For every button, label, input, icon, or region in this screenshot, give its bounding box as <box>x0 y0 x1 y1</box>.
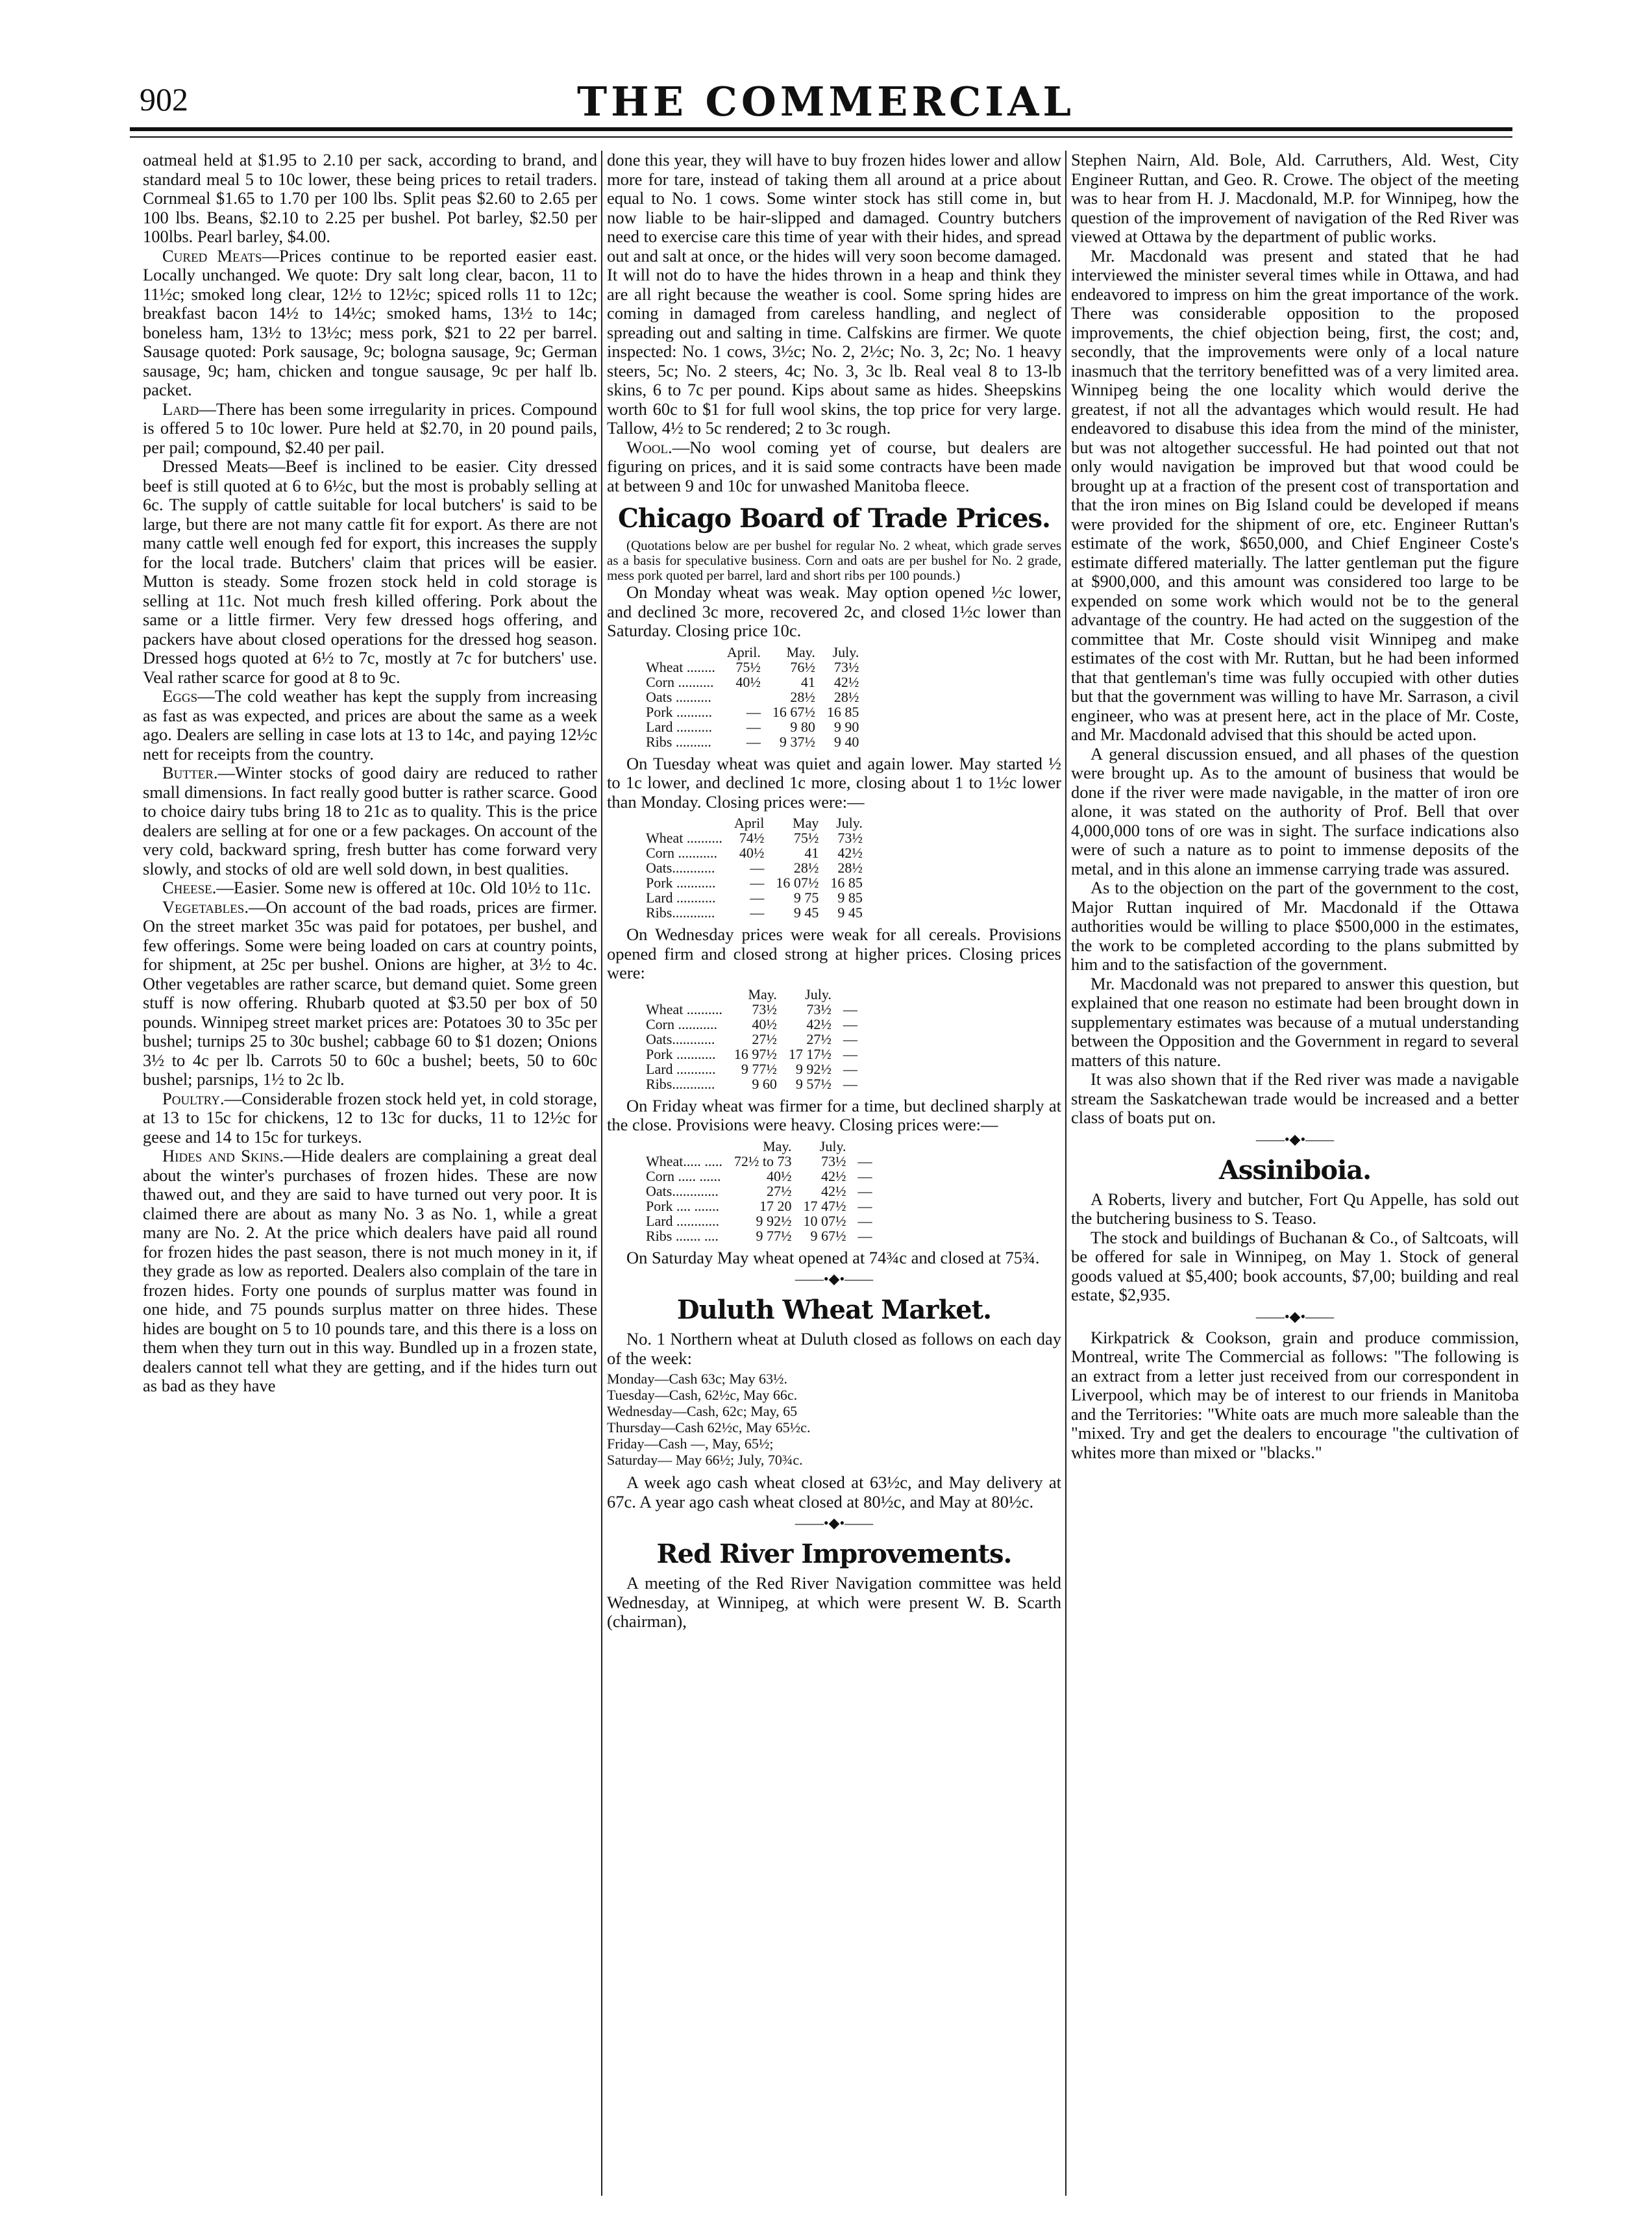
header-rule-thin <box>130 136 1512 138</box>
table-row <box>646 1199 884 1213</box>
table-header-row <box>646 645 870 660</box>
quotation-note: (Quotations below are per bushel for regular No. 2 wheat, which grade serves as a basis for speculative business. Corn and oats are per bushel for No. 2 grade, mess pork quoted per barrel, lard and short ribs per 100 pounds.) <box>607 538 1061 583</box>
table-cell: — <box>750 904 765 921</box>
table-cell: 17 17½ <box>788 1045 832 1062</box>
section-lead: Vegetables. <box>162 897 249 917</box>
table-cell: 9 45 <box>793 904 819 921</box>
table-cell <box>727 690 772 704</box>
table-cell: 42½ <box>833 673 859 690</box>
paragraph: On Wednesday prices were weak for all cereals. Provisions opened firm and closed strong at higher prices. Closing prices were: <box>607 925 1061 982</box>
table-header-cell <box>843 987 869 1002</box>
table-cell: Lard ........... <box>646 889 716 906</box>
paragraph: A general discussion ensued, and all phases of the question were brought up. As to the amount of business that would be done if the river were made navigable, in the matter of iron ore alone, it was stated on the authority of Prof. Bell that over 4,000,000 tons of ore was in sight. The surface indications also were of such a nature as to point to immense deposits of the metal, and in this alone an immense carrying trade was assured. <box>1071 743 1519 878</box>
table-cell: 9 37½ <box>779 733 815 750</box>
paragraph-text: —Hide dealers are complaining a great deal about the winter's purchases of frozen hides. These are now thawed out, and they are said to have turned out very poor. It is claimed there are about as many No. 3 as No. 1, while a great many are No. 2. At the price which dealers have paid all round for frozen hides the past season, there is not much money in it, if they grade as low as reported. Dealers also complain of the tare in frozen hides. Forty one pounds of surplus matter was found in one hide, and 75 pounds surplus matter on three hides. These hides are bought on 5 to 10 pounds tare, and this there is a loss on them when they turn out in this way. Bundled up in a frozen state, dealers cannot tell what they are getting, and if the hides turn out as bad as they have <box>143 1146 597 1395</box>
section-lead: Lard <box>162 399 199 419</box>
table-cell: 40½ <box>752 1015 777 1032</box>
daily-quotes <box>607 1371 1061 1468</box>
table-cell: 41 <box>804 845 819 861</box>
paragraph: It was also shown that if the Red river was made a navigable stream the Saskatchewan trade would be increased and a better class of boats put on. <box>1071 1069 1519 1127</box>
table-cell: 75½ <box>735 658 761 675</box>
table-cell: 73½ <box>833 658 859 675</box>
table-header-cell: May. <box>786 643 815 660</box>
paragraph: oatmeal held at $1.95 to 2.10 per sack, according to brand, and standard meal 5 to 10c lower, these being prices to retail traders. Cornmeal $1.65 to 1.70 per 100 lbs. Split peas $2.60 to 2.65 per 100 lbs. Beans, $2.10 to 2.25 per bushel. Pot barley, $2.50 per 100lbs. Pearl barley, $4.00. <box>143 151 597 246</box>
table-row <box>646 905 874 920</box>
table-header-cell <box>646 987 734 1002</box>
table-cell: Wheat .......... <box>646 1001 722 1017</box>
table-row <box>646 1184 884 1199</box>
paragraph-text: —Winter stocks of good dairy are reduced to rather small dimensions. In fact really good butter is rather scarce. Good to choice dairy tubs bring 18 to 21c as to quality. This is the price dealers are selling at for one or a few packages. On account of the very cold, backward spring, fresh butter has come forward very slowly, and stocks of old are well sold down, in best qualities. <box>143 763 597 878</box>
table-cell: 41 <box>800 673 815 690</box>
ornament-divider: ——•◆•—— <box>795 1271 874 1287</box>
table-cell: Ribs ....... .... <box>646 1227 719 1244</box>
table-cell: Lard ........... <box>646 1060 716 1077</box>
daily-quote: Saturday— May 66½; July, 70¾c. <box>607 1452 803 1468</box>
table-cell: 9 77½ <box>741 1060 777 1077</box>
paragraph: On Friday wheat was firmer for a time, but declined sharply at the close. Provisions were heavy. Closing prices were:— <box>607 1095 1061 1134</box>
table-cell: 28½ <box>790 688 815 705</box>
paragraph-text: —No wool coming yet of course, but dealers are figuring on prices, and it is said some contracts have been made at between 9 and 10c for unwashed Manitoba fleece. <box>607 437 1061 495</box>
table-header-cell: May. <box>763 1137 792 1154</box>
section-lead: Poultry. <box>162 1088 225 1108</box>
table-header-cell: July. <box>836 815 863 831</box>
table-cell: 42½ <box>821 1182 846 1199</box>
paragraph <box>143 247 597 400</box>
table-cell: 9 92½ <box>795 1060 832 1077</box>
table-row <box>646 830 874 845</box>
table-cell: — <box>857 1227 872 1244</box>
price-table <box>646 645 870 749</box>
table-cell: 9 57½ <box>795 1075 832 1092</box>
table-cell: — <box>750 875 765 891</box>
section-lead: Hides and Skins. <box>162 1146 284 1165</box>
table-cell: — <box>843 1060 857 1077</box>
paragraph: The stock and buildings of Buchanan & Co., of Saltcoats, will be offered for sale in Winnipeg, on May 1. Stock of general goods valued at $5,400; book accounts, $7,00; building and real estate, $2,935. <box>1071 1227 1519 1304</box>
paragraph: Mr. Macdonald was present and stated that he had interviewed the minister several times while in Ottawa, and had endeavored to impress on him the great importance of the work. There was considerable opposition to the proposed improvements, the chief objection being, first, the cost; and, secondly, that the improvements were only of a local nature inasmuch that the territory benefitted was of a very limited area. Winnipeg being the one locality which would derive the greatest, if not all the advantages which would result. He had endeavored to disabuse this idea from the mind of the minister, but was not altogether successful. He had pointed out that not only would navigation be improved but that wood could be brought up at a fraction of the present cost of transportation and that the iron mines on Big Island could be developed if means were provided for the shipment of ore, etc. Engineer Ruttan's estimate of the work, $650,000, and Chief Engineer Coste's estimate differed materially. The latter gentleman put the figure at $900,000, and this amount was considered too large to be expended on some work which would not be to the general advantage of the country. He had acted on the suggestion of the committee that Mr. Coste should visit Winnipeg and make estimates of the cost with Mr. Ruttan, but he had been informed that that gentleman's time was fully occupied with other duties but that the government was willing to have Mr. Sarrason, a civil engineer, who was at present here, act in the place of Mr. Coste, and Mr. Macdonald advised that this should be acted upon. <box>1071 245 1519 744</box>
table-header-row <box>646 987 869 1002</box>
table-cell: Wheat .......... <box>646 830 722 846</box>
table-cell: 42½ <box>821 1167 846 1184</box>
table-header-cell <box>858 1139 884 1154</box>
page-header <box>140 78 1512 130</box>
table-cell: Oats............. <box>646 1182 719 1199</box>
table-header-row <box>646 815 874 830</box>
table-row <box>646 890 874 905</box>
paragraph: A Roberts, livery and butcher, Fort Qu Appelle, has sold out the butchering business to S. Teaso. <box>1071 1189 1519 1228</box>
table-cell: 27½ <box>767 1182 792 1199</box>
table-cell: Corn .......... <box>646 673 714 690</box>
table-row <box>646 1076 869 1091</box>
table-cell: Wheat..... ..... <box>646 1152 722 1169</box>
table-cell: — <box>750 889 765 906</box>
section-heading-assiniboia: Assiniboia. <box>1218 1154 1372 1186</box>
table-cell: 9 45 <box>837 904 863 921</box>
section-lead: Cured Meats <box>162 245 262 266</box>
table-cell: 16 97½ <box>734 1045 777 1062</box>
table-cell: — <box>843 1030 857 1047</box>
paragraph <box>143 878 597 898</box>
table-cell: Ribs .......... <box>646 733 711 750</box>
table-cell: Lard ............ <box>646 1212 720 1229</box>
column-rule <box>601 151 602 2196</box>
table-row <box>646 1062 869 1076</box>
table-cell: — <box>843 1045 857 1062</box>
table-cell: 16 85 <box>826 703 859 720</box>
table-cell: Corn ........... <box>646 1015 717 1032</box>
paragraph: No. 1 Northern wheat at Duluth closed as follows on each day of the week: <box>607 1329 1061 1368</box>
paragraph <box>143 898 597 1089</box>
table-cell: — <box>857 1167 872 1184</box>
section-lead: Wool. <box>626 437 672 457</box>
paragraph: Mr. Macdonald was not prepared to answer this question, but explained that one reason no estimate had been brought down in supplementary estimates was because of a mutual understanding between the Opposition and the Government in regard to several matters of this nature. <box>1071 973 1519 1070</box>
table-header-cell: May. <box>748 986 777 1002</box>
table-row <box>646 704 870 719</box>
paragraph <box>143 1089 597 1147</box>
table-cell: — <box>746 703 761 720</box>
table-cell: 28½ <box>793 860 819 876</box>
table-row <box>646 660 870 675</box>
table-cell: 9 40 <box>833 733 859 750</box>
table-cell: 9 77½ <box>756 1227 792 1244</box>
paragraph: A meeting of the Red River Navigation committee was held Wednesday, at Winnipeg, at which were present W. B. Scarth (chairman), <box>607 1573 1061 1631</box>
table-cell: — <box>746 733 761 750</box>
table-cell: — <box>857 1212 872 1229</box>
table-cell: — <box>843 1075 857 1092</box>
table-header-cell: April <box>734 815 765 831</box>
table-cell: 16 67½ <box>772 703 815 720</box>
table-cell: 73½ <box>837 830 863 846</box>
section-lead: Eggs <box>162 686 198 706</box>
table-row <box>646 1213 884 1228</box>
table-cell: — <box>857 1197 872 1214</box>
table-row <box>646 719 870 734</box>
table-header-cell <box>646 645 727 660</box>
daily-quote: Thursday—Cash 62½c, May 65½c. <box>607 1419 811 1436</box>
table-cell: 9 92½ <box>756 1212 792 1229</box>
paragraph: Stephen Nairn, Ald. Bole, Ald. Carruthers, Ald. West, City Engineer Ruttan, and Geo. R. Crowe. The object of the meeting was to hear from H. J. Macdonald, M.P. for Winnipeg, how the question of the improvement of navigation of the Red River was viewed at Ottawa by the department of public works. <box>1071 151 1519 246</box>
table-header-cell: April. <box>726 643 761 660</box>
table-cell: 16 85 <box>830 875 863 891</box>
table-cell: 40½ <box>739 845 765 861</box>
table-cell: — <box>843 1015 857 1032</box>
daily-quote: Wednesday—Cash, 62c; May, 65 <box>607 1403 798 1419</box>
page-number: 902 <box>140 81 188 118</box>
table-cell: Pork .......... <box>646 703 713 720</box>
paragraph: Kirkpatrick & Cookson, grain and produce commission, Montreal, write The Commercial as follows: "The following is an extract from a letter just received from our correspondent in Liverpool, which may be of interest to our friends in Manitoba and the Territories: "White oats are much more saleable than the "mixed. Try and get the dealers to encourage "the cultivation of whites more than mixed or "blacks." <box>1071 1327 1519 1462</box>
daily-quote: Tuesday—Cash, 62½c, May 66c. <box>607 1387 798 1403</box>
table-cell: Pork ........... <box>646 1045 716 1062</box>
price-table <box>646 815 874 920</box>
table-header-row <box>646 1139 884 1154</box>
section-heading-chicago: Chicago Board of Trade Prices. <box>618 503 1050 534</box>
table-cell: 27½ <box>806 1030 832 1047</box>
table-cell: — <box>857 1182 872 1199</box>
ornament-divider: ——•◆•—— <box>795 1515 874 1531</box>
table-cell: 27½ <box>752 1030 777 1047</box>
section-heading-duluth: Duluth Wheat Market. <box>676 1295 992 1325</box>
table-row <box>646 1228 884 1243</box>
paragraph-text: —Easier. Some new is offered at 10c. Old 10½ to 11c. <box>216 878 591 897</box>
paragraph: On Tuesday wheat was quiet and again lower. May started ½ to 1c lower, and declined 1c more, closing about 1 to 1½c lower than Monday. Closing prices were:— <box>607 753 1061 812</box>
table-cell: Oats............ <box>646 1030 715 1047</box>
paragraph <box>143 764 597 878</box>
table-cell: Ribs............ <box>646 1075 715 1092</box>
table-row <box>646 690 870 704</box>
paragraph: Dressed Meats—Beef is inclined to be easier. City dressed beef is still quoted at 6 to 6½c, but the most is probably selling at 6c. The supply of cattle suitable for local butchers' is said to be large, but there are not many cattle fit for export. As there are not many cattle well enough fed for export, this increases the supply for the local trade. Butchers' claim that prices will be easier. Mutton is steady. Some frozen stock held in cold storage is selling at 11c. Not much fresh killed offering. Pork about the same or a little firmer. Very few dressed hogs offering, and packers have about closed operations for the dressed hog season. Dressed hogs quoted at 6½ to 7c, mostly at 7c for butchers' use. Veal rather scarce for good at 8 to 9c. <box>143 456 597 687</box>
header-rule <box>130 127 1512 131</box>
table-row <box>646 875 874 890</box>
table-cell: 9 75 <box>793 889 819 906</box>
table-row <box>646 1154 884 1169</box>
table-cell: 28½ <box>837 860 863 876</box>
paragraph: On Monday wheat was weak. May option opened ½c lower, and declined 3c more, recovered 2c, and closed 1½c lower than Saturday. Closing price 10c. <box>607 582 1061 640</box>
paragraph-text: —The cold weather has kept the supply from increasing as fast as was expected, and prices are about the same as a week ago. Dealers are selling in case lots at 13 to 14c, and paying 12½c nett for receipts from the country. <box>143 686 597 764</box>
daily-quote: Friday—Cash —, May, 65½; <box>607 1436 774 1452</box>
price-table <box>646 987 869 1091</box>
paragraph-text: —On account of the bad roads, prices are firmer. On the street market 35c was paid for potatoes, per bushel, and few offerings. Some were being loaded on cars at country points, for shipment, at 25c per bushel. Onions are higher, at 3½ to 4c. Other vegetables are rather scarce, but demand quiet. Some green stuff is now offering. Rhubarb quoted at $3.50 per box of 50 pounds. Winnipeg street market prices are: Potatoes 30 to 35c per bushel; turnips 25 to 30c bushel; cabbage 60 to $1 dozen; Onions 3½ to 4c per lb. Carrots 50 to 60c a bushel; beets, 50 to 60c bushel; parsnips, 1½ to 2c lb. <box>143 897 597 1089</box>
table-row <box>646 1032 869 1047</box>
table-row <box>646 675 870 690</box>
paragraph-text: —Prices continue to be reported easier east. Locally unchanged. We quote: Dry salt long clear, bacon, 11 to 11½c; smoked long clear, 12½ to 12½c; spiced rolls 11 to 12c; breakfast bacon 14½ to 14½c; smoked hams, 13½ to 14c; boneless ham, 13½ to 13½c; mess pork, $21 to 22 per barrel. Sausage quoted: Pork sausage, 9c; bologna sausage, 9c; German sausage, 9c; ham, chicken and tongue sausage, 9c per half lb. packet. <box>143 245 597 399</box>
table-cell: 9 80 <box>790 718 815 735</box>
column-1 <box>143 151 597 2196</box>
table-cell: 16 07½ <box>776 875 819 891</box>
table-cell: Oats............ <box>646 860 715 876</box>
table-row <box>646 860 874 875</box>
paragraph: On Saturday May wheat opened at 74¾c and closed at 75¾. <box>626 1247 1040 1267</box>
masthead-title: THE COMMERCIAL <box>577 78 1075 125</box>
column-2 <box>607 151 1061 2196</box>
table-header-cell: July. <box>832 643 859 660</box>
table-cell: 73½ <box>821 1152 846 1169</box>
table-cell: 42½ <box>806 1015 832 1032</box>
table-row <box>646 1002 869 1017</box>
table-cell: 72½ to 73 <box>734 1152 792 1169</box>
section-heading-red-river: Red River Improvements. <box>656 1539 1012 1569</box>
paragraph: done this year, they will have to buy frozen hides lower and allow more for tare, instead of taking them all around at a price about equal to No. 1 cows. Some winter stock has still come in, but now liable to be hair-slipped and damaged. Country butchers need to exercise care this time of year with their hides, and spread out and salt at once, or the hides will very soon become damaged. It will not do to have the hides thrown in a heap and think they are all right because the weather is cool. Some spring hides are coming in damaged from careless handling, and neglect of spreading out and salting in time. Calfskins are firmer. We quote inspected: No. 1 cows, 3½c; No. 2, 2½c; No. 3, 2c; No. 1 heavy steers, 5c; No. 2 steers, 4c; No. 3, 3c lb. Real veal 8 to 13-lb skins, 6 to 7c per pound. Kips about same as hides. Sheepskins worth 60c to $1 for full wool skins, the top price for very large. Tallow, 4½ to 5c rendered; 2 to 3c rough. <box>607 151 1061 438</box>
table-cell: 76½ <box>790 658 815 675</box>
table-cell: 73½ <box>806 1001 832 1017</box>
table-cell: 10 07½ <box>803 1212 846 1229</box>
table-cell: 40½ <box>735 673 761 690</box>
table-cell: — <box>843 1001 857 1017</box>
table-cell: 28½ <box>833 688 859 705</box>
table-cell: 75½ <box>793 830 819 846</box>
daily-quote: Monday—Cash 63c; May 63½. <box>607 1371 788 1387</box>
table-cell: Corn ..... ...... <box>646 1167 721 1184</box>
paragraph-text: —Considerable frozen stock held yet, in cold storage, at 13 to 15c for chickens, 12 to 13c for ducks, 11 to 12½c for geese and 14 to 15c for turkeys. <box>143 1088 597 1147</box>
table-cell: 9 60 <box>752 1075 777 1092</box>
paragraph <box>143 400 597 458</box>
table-cell: Wheat ........ <box>646 658 715 675</box>
table-cell: 74½ <box>739 830 765 846</box>
table-header-cell: May <box>793 815 819 831</box>
column-rule <box>1065 151 1066 2196</box>
table-cell: Ribs............ <box>646 904 715 921</box>
table-cell: 9 67½ <box>810 1227 846 1244</box>
section-lead: Cheese. <box>162 878 217 897</box>
table-cell: Oats .......... <box>646 688 711 705</box>
table-cell: 42½ <box>837 845 863 861</box>
price-table <box>646 1139 884 1243</box>
table-row <box>646 1169 884 1184</box>
table-cell: 40½ <box>767 1167 792 1184</box>
table-header-cell <box>646 1139 734 1154</box>
table-cell: 17 47½ <box>803 1197 846 1214</box>
table-cell: — <box>857 1152 872 1169</box>
paragraph-text: —There has been some irregularity in prices. Compound is offered 5 to 10c lower. Pure held at $2.70, in 20 pound pails, per pail; compound, $2.40 per pail. <box>143 399 597 457</box>
table-cell: Pork .... ....... <box>646 1197 720 1214</box>
paragraph <box>607 438 1061 496</box>
table-row <box>646 734 870 749</box>
table-cell: Lard .......... <box>646 718 713 735</box>
table-row <box>646 1017 869 1032</box>
paragraph: A week ago cash wheat closed at 63½c, and May delivery at 67c. A year ago cash wheat closed at 80½c, and May at 80½c. <box>607 1473 1061 1511</box>
table-row <box>646 1047 869 1062</box>
section-lead: Butter. <box>162 763 218 782</box>
ornament-divider: ——•◆•—— <box>1255 1130 1335 1147</box>
paragraph: As to the objection on the part of the government to the cost, Major Ruttan inquired of Mr. Macdonald if the Ottawa authorities would be willing to place $500,000 in the estimates, the work to be completed according to the plans submitted by him and to the satisfaction of the government. <box>1071 878 1519 974</box>
table-cell: 73½ <box>752 1001 777 1017</box>
table-row <box>646 845 874 860</box>
table-cell: Corn ........... <box>646 845 717 861</box>
table-cell: 17 20 <box>759 1197 792 1214</box>
table-cell: 9 90 <box>833 718 859 735</box>
ornament-divider: ——•◆•—— <box>1255 1308 1335 1324</box>
table-header-cell: July. <box>819 1137 846 1154</box>
paragraph <box>143 687 597 764</box>
table-cell: Pork ........... <box>646 875 716 891</box>
paragraph <box>143 1147 597 1396</box>
table-cell: 9 85 <box>837 889 863 906</box>
table-cell: — <box>746 718 761 735</box>
column-3 <box>1071 151 1519 2196</box>
table-cell: — <box>750 860 765 876</box>
table-header-cell <box>646 815 734 830</box>
table-header-cell: July. <box>805 986 832 1002</box>
